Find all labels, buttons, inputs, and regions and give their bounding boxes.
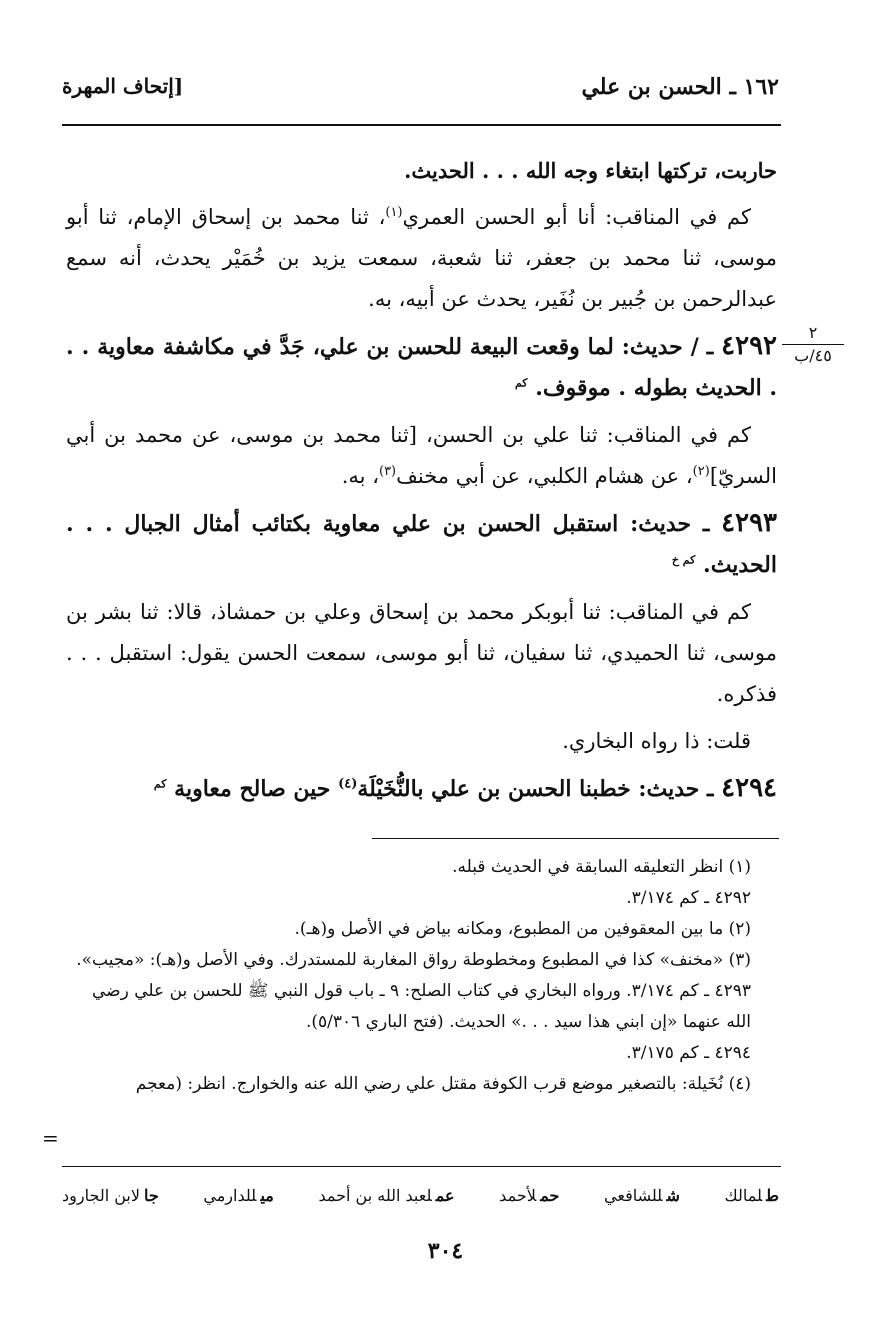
margin-note-top: ٢: [808, 323, 818, 342]
hadith-4294: [66, 768, 777, 810]
paragraph-sanad-4293: كم في المناقب: ثنا أبوبكر محمد بن إسحاق وعلي بن حمشاذ، قالا: ثنا بشر بن موسى، ثنا الحميدي، ثنا سفيان، ثنا أبو موسى، سمعت الحسن يقول: استقبل . . . فذكره.: [66, 600, 777, 706]
legend-label: لابن الجارود: [62, 1186, 140, 1205]
book-title: [إتحاف المهرة: [62, 74, 184, 98]
legend-code: عم: [435, 1186, 455, 1205]
hadith-number: ٤٢٩٣: [721, 508, 777, 538]
legend-item: [724, 1186, 779, 1205]
legend-rule: [62, 1166, 781, 1167]
paragraph-sanad-4291: [66, 197, 777, 320]
legend-label: لأحمد: [499, 1186, 537, 1205]
chapter-title: ١٦٢ ـ الحسن بن علي: [581, 74, 779, 100]
reference-4292: ٤٢٩٢ ـ كم ٣/١٧٤.: [626, 888, 751, 908]
hadith-text-tail: حين صالح معاوية: [174, 776, 339, 802]
footnote-2: (٢) ما بين المعقوفين من المطبوع، ومكانه بياض في الأصل و(هـ).: [294, 919, 751, 939]
footnote-rule: [372, 838, 779, 839]
hadith-4293: [66, 503, 777, 586]
hadith-siglum: كم: [514, 376, 528, 390]
page-number: ٣٠٤: [427, 1238, 464, 1264]
legend-item: [318, 1186, 454, 1205]
legend-code: مي: [260, 1186, 274, 1205]
text-segment: كم في المناقب: أنا أبو الحسن العمري: [402, 205, 751, 229]
paragraph-hadith-end: حاربت، تركتها ابتغاء وجه الله . . . الحديث.: [404, 158, 777, 183]
footnote-1: (١) انظر التعليقه السابقة في الحديث قبله.: [452, 857, 751, 877]
continuation-mark: =: [42, 1126, 59, 1150]
legend-label: لعبد الله بن أحمد: [318, 1186, 432, 1205]
paragraph-sanad-4292: [66, 415, 777, 497]
main-text: [66, 150, 777, 816]
reference-4293: ٤٢٩٣ ـ كم ٣/١٧٤. ورواه البخاري في كتاب الصلح: ٩ ـ باب قول النبي ﷺ للحسن بن علي رضي الله عنهما «إن ابني هذا سيد . . .» الحديث. (فتح الباري ٥/٣٠٦).: [92, 981, 751, 1032]
paragraph-remark: قلت: ذا رواه البخاري.: [562, 729, 751, 753]
hadith-number: ٤٢٩٢: [721, 331, 777, 361]
running-header: [62, 74, 779, 110]
legend-item: [203, 1186, 273, 1205]
footnotes: [64, 852, 781, 1100]
hadith-number: ٤٢٩٤: [721, 773, 777, 803]
legend-item: [62, 1186, 159, 1205]
legend-label: للشافعي: [604, 1186, 663, 1205]
legend-item: [499, 1186, 559, 1205]
hadith-siglum: كم خ: [671, 553, 696, 567]
footnote-ref-2: (٢): [692, 464, 710, 479]
footnote-ref-4: (٤): [338, 776, 358, 792]
footnote-4: (٤) نُخَيلة: بالتصغير موضع قرب الكوفة مقتل علي رضي الله عنه والخوارج. انظر: (معجم: [135, 1074, 751, 1094]
abbreviation-legend: [62, 1186, 779, 1205]
header-rule: [62, 124, 781, 126]
legend-item: [604, 1186, 680, 1205]
reference-4294: ٤٢٩٤ ـ كم ٣/١٧٥.: [626, 1043, 751, 1063]
text-segment: ، ثنا محمد بن إسحاق الإمام، ثنا أبو موسى، ثنا محمد بن جعفر، ثنا شعبة، سمعت يزيد بن خُمَيْر يحدث، أنه سمع عبدالرحمن بن جُبير بن نُفَير، يحدث عن أبيه، به.: [66, 205, 777, 311]
margin-note-bottom: ٤٥/ب: [782, 344, 844, 367]
legend-code: حم: [540, 1186, 560, 1205]
legend-code: ش: [666, 1186, 680, 1205]
margin-folio-note: [782, 322, 844, 367]
hadith-siglum: كم: [153, 777, 167, 791]
text-segment: ، به.: [341, 464, 379, 488]
text-segment: ، عن هشام الكلبي، عن أبي مخنف: [396, 464, 693, 488]
text-segment: كم في المناقب: ثنا علي بن الحسن، [ثنا محمد بن موسى، عن محمد بن أبي السريّ]: [66, 423, 777, 488]
footnote-ref-3: (٣): [378, 464, 397, 479]
footnote-ref-1: (١): [385, 205, 403, 220]
legend-label: للدارمي: [203, 1186, 257, 1205]
legend-label: لمالك: [724, 1186, 763, 1205]
hadith-text: ـ / حديث: لما وقعت البيعة للحسن بن علي، جَدَّ في مكاشفة معاوية . . . الحديث بطوله . موقوف.: [66, 334, 777, 401]
footnote-3: (٣) «مخنف» كذا في المطبوع ومخطوطة رواق المغاربة للمستدرك. وفي الأصل و(هـ): «مجيب».: [76, 950, 751, 970]
hadith-text: ـ حديث: استقبل الحسن بن علي معاوية بكتائب أمثال الجبال . . . الحديث.: [66, 511, 777, 578]
legend-code: ط: [766, 1186, 779, 1205]
hadith-4292: [66, 326, 777, 409]
legend-code: جا: [143, 1186, 159, 1205]
hadith-text: ـ حديث: خطبنا الحسن بن علي بالنُّخَيْلَة: [357, 776, 722, 802]
